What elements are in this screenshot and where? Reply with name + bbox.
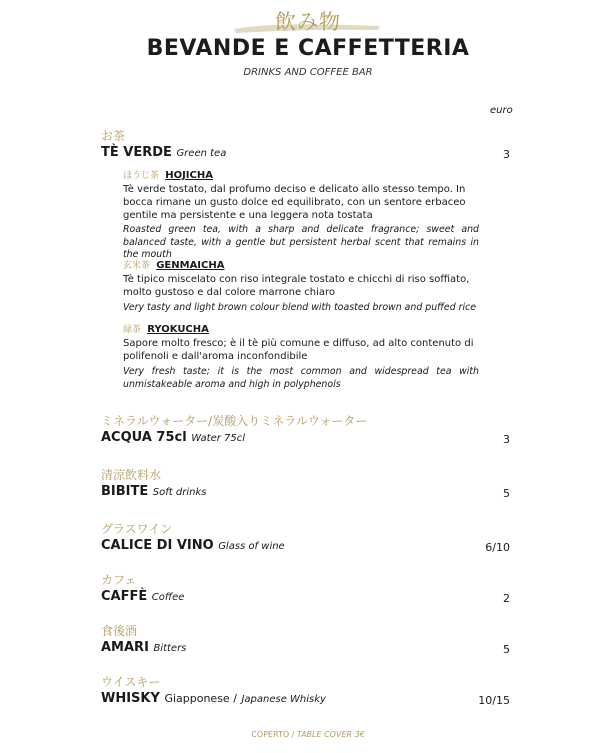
tea-variety-ryokucha <box>123 322 209 335</box>
category-jp-whisky: ウイスキー <box>101 675 161 689</box>
variety-description-en: Very tasty and light brown colour blend with toasted brown and puffed rice <box>123 302 477 313</box>
item-price: 10/15 <box>478 694 510 707</box>
item-price: 3 <box>503 148 510 161</box>
variety-kanji: 緑茶 <box>123 325 142 335</box>
menu-item-te-verde <box>101 145 226 160</box>
variety-description-en: Very fresh taste; it is the most common and widespread tea with unmistakeable aroma and high in polyphenols <box>123 366 479 390</box>
item-price: 3 <box>503 433 510 446</box>
footer-cover-charge <box>0 730 616 739</box>
item-name-it: TÈ VERDE <box>101 145 172 160</box>
item-price: 5 <box>503 487 510 500</box>
variety-name: HOJICHA <box>165 170 213 181</box>
page-subtitle: DRINKS AND COFFEE BAR <box>243 67 373 78</box>
category-jp-coffee: カフェ <box>101 573 137 587</box>
category-jp-wine: グラスワイン <box>101 522 173 536</box>
menu-item-whisky <box>101 691 326 706</box>
category-jp-soft-drinks: 清涼飲料水 <box>101 468 162 482</box>
item-name-it: WHISKY <box>101 691 160 706</box>
tea-variety-genmaicha <box>123 258 224 271</box>
japanese-title: 飲み物 <box>275 10 341 34</box>
menu-item-acqua <box>101 430 245 445</box>
menu-item-bibite <box>101 484 206 499</box>
footer-cover-it: COPERTO / <box>251 730 295 739</box>
item-price: 5 <box>503 643 510 656</box>
footer-cover-en: TABLE COVER 3€ <box>296 730 365 739</box>
variety-description-it: Tè verde tostato, dal profumo deciso e delicato allo stesso tempo. In bocca rimane un gusto dolce ed equilibrato, con un sentore erbaceo gentile ma persistente e una leggera nota tostata <box>123 184 466 221</box>
category-jp-bitters: 食後酒 <box>101 624 138 638</box>
variety-description-it: Sapore molto fresco; è il tè più comune e diffuso, ad alto contenuto di polifenoli e dall'aroma inconfondibile <box>123 338 474 362</box>
item-name-en: Coffee <box>151 592 185 603</box>
item-name-en: Green tea <box>176 148 227 159</box>
item-name-it-extra: Giapponese / <box>164 692 237 705</box>
category-jp-water: ミネラルウォーター/炭酸入りミネラルウォーター <box>101 414 368 428</box>
currency-label: euro <box>490 105 513 116</box>
menu-item-calice-di-vino <box>101 538 285 553</box>
variety-description-en: Roasted green tea, with a sharp and delicate fragrance; sweet and balanced taste, with a gentle but persistent herbal scent that remains in the mouth <box>123 224 479 260</box>
item-name-en: Water 75cl <box>191 433 246 444</box>
item-name-it: ACQUA 75cl <box>101 430 187 445</box>
category-jp-tea: お茶 <box>101 129 126 143</box>
item-name-it: CAFFÈ <box>101 589 148 604</box>
item-name-it: BIBITE <box>101 484 149 499</box>
item-name-it: AMARI <box>101 640 149 655</box>
variety-name: GENMAICHA <box>156 260 225 271</box>
item-name-en: Bitters <box>153 643 187 654</box>
item-name-en: Soft drinks <box>152 487 207 498</box>
item-price: 2 <box>503 592 510 605</box>
item-name-en: Japanese Whisky <box>241 694 326 705</box>
tea-variety-hojicha <box>123 168 213 181</box>
menu-item-amari <box>101 640 186 655</box>
item-name-en: Glass of wine <box>218 541 285 552</box>
item-name-it: CALICE DI VINO <box>101 538 214 553</box>
variety-kanji: 玄米茶 <box>123 261 151 271</box>
variety-name: RYOKUCHA <box>147 324 209 335</box>
variety-description-it: Tè tipico miscelato con riso integrale tostato e chicchi di riso soffiato, molto gustoso e dal colore marrone chiaro <box>123 274 470 298</box>
menu-item-caffe <box>101 589 184 604</box>
item-price: 6/10 <box>485 541 510 554</box>
page-title: BEVANDE E CAFFETTERIA <box>146 36 470 61</box>
variety-kanji: ほうじ茶 <box>123 171 160 181</box>
